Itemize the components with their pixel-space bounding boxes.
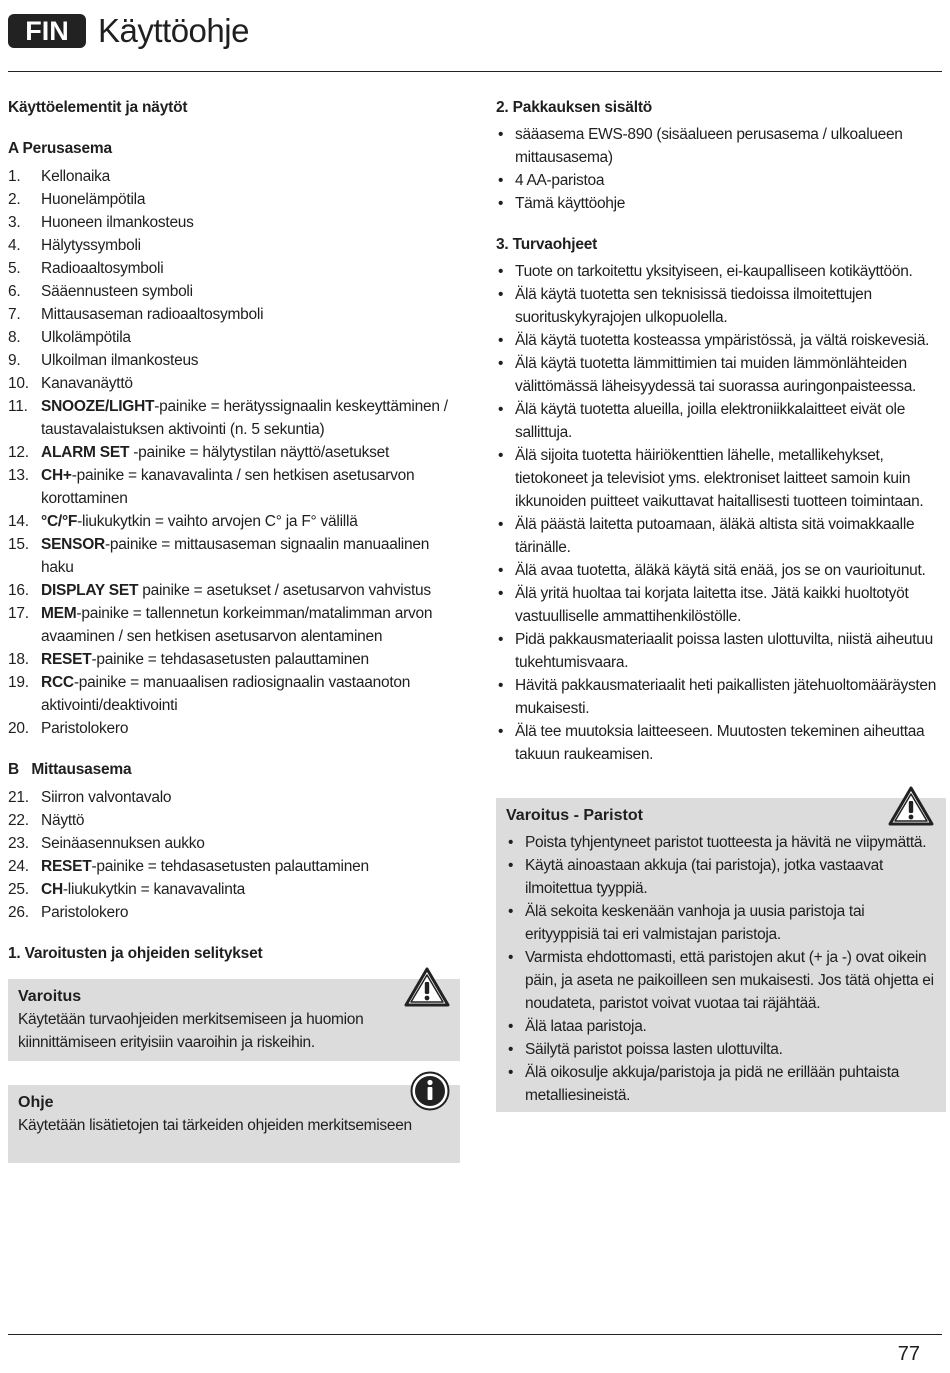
list-item: 14. °C/°F-liukukytkin = vaihto arvojen C° ja F° välillä [8,513,358,530]
list-item: • Älä sijoita tuotetta häiriökenttien lähelle, metallikehykset, tietokoneet ja televisiot yms. elektroniset laitteet samoin kuin ikkunoiden puitteet vaikuttavat haitallisesti tuotteen toimintaan. [496,444,946,513]
list-item: • sääasema EWS-890 (sisäalueen perusasema / ulkoalueen mittausasema) [496,123,946,169]
section-b-heading: B Mittausasema [8,761,132,778]
list-item: 7. Mittausaseman radioaaltosymboli [8,306,264,323]
safety-list [496,260,946,766]
battery-warning-box [496,798,946,1112]
note-box [8,1085,460,1163]
section-3-heading: 3. Turvaohjeet [496,236,598,253]
list-item: 6. Sääennusteen symboli [8,283,193,300]
battery-warning-title: Varoitus - Paristot [506,807,643,824]
list-item: • Älä oikosulje akkuja/paristoja ja pidä ne erillään puhtaista metalliesineistä. [506,1061,936,1107]
list-item: 1. Kellonaika [8,168,111,185]
list-item: • Tämä käyttöohje [496,192,946,215]
info-circle-icon [410,1071,450,1111]
list-item: 2. Huonelämpötila [8,191,146,208]
header-divider [8,71,942,72]
list-item: • Varmista ehdottomasti, että paristojen akut (+ ja -) ovat oikein päin, ja aseta ne paikoilleen sen mukaisesti. Jos tätä ohjetta ei noudateta, paristot voivat vuotaa tai räjähtää. [506,946,936,1015]
section-1-heading: 1. Varoitusten ja ohjeiden selitykset [8,945,263,962]
list-a [8,165,460,740]
list-item: 13. CH+-painike = kanavavalinta / sen hetkisen asetusarvon korottaminen [8,467,415,507]
list-item: • Hävitä pakkausmateriaalit heti paikallisten jätehuoltomääräysten mukaisesti. [496,674,946,720]
list-item: 5. Radioaaltosymboli [8,260,164,277]
warning-triangle-icon [404,967,450,1007]
list-item: • Älä sekoita keskenään vanhoja ja uusia paristoja tai erityyppisiä tai eri valmistajan paristoja. [506,900,936,946]
list-item: • Älä käytä tuotetta lämmittimien tai muiden lämmönlähteiden välittömässä läheisyydessä tai suorassa auringonpaisteessa. [496,352,946,398]
warning-triangle-icon [888,786,934,826]
list-item: 12. ALARM SET -painike = hälytystilan näyttö/asetukset [8,444,390,461]
list-item: • 4 AA-paristoa [496,169,946,192]
list-item: • Poista tyhjentyneet paristot tuotteesta ja hävitä ne viipymättä. [506,831,936,854]
list-item: 22. Näyttö [8,812,85,829]
list-item: 3. Huoneen ilmankosteus [8,214,194,231]
list-item: 16. DISPLAY SET painike = asetukset / asetusarvon vahvistus [8,582,431,599]
note-box-text: Käytetään lisätietojen tai tärkeiden ohjeiden merkitsemiseen [18,1117,412,1134]
list-item: 26. Paristolokero [8,904,129,921]
left-column [8,96,460,1163]
list-item: • Säilytä paristot poissa lasten ulottuvilta. [506,1038,936,1061]
warning-box-title: Varoitus [18,988,82,1005]
list-item: • Pidä pakkausmateriaalit poissa lasten ulottuvilta, niistä aiheutuu tukehtumisvaara. [496,628,946,674]
footer-divider [8,1334,942,1335]
list-item: 9. Ulkoilman ilmankosteus [8,352,199,369]
list-item: 21. Siirron valvontavalo [8,789,172,806]
controls-heading: Käyttöelementit ja näytöt [8,99,188,116]
list-item: • Käytä ainoastaan akkuja (tai paristoja), jotka vastaavat ilmoitettua tyyppiä. [506,854,936,900]
list-item: 10. Kanavanäyttö [8,375,133,392]
list-item: • Älä päästä laitetta putoamaan, äläkä altista sitä voimakkaalle tärinälle. [496,513,946,559]
list-item: • Tuote on tarkoitettu yksityiseen, ei-kaupalliseen kotikäyttöön. [496,260,946,283]
list-item: 8. Ulkolämpötila [8,329,131,346]
list-item: 4. Hälytyssymboli [8,237,141,254]
list-item: 23. Seinäasennuksen aukko [8,835,205,852]
right-column [496,96,946,1112]
list-item: • Älä käytä tuotetta sen teknisissä tiedoissa ilmoitettujen suorituskykyrajojen ulkopuolella. [496,283,946,329]
list-b [8,786,460,924]
list-item: • Älä käytä tuotetta kosteassa ympäristössä, ja vältä roiskevesiä. [496,329,946,352]
list-item: • Älä tee muutoksia laitteeseen. Muutosten tekeminen aiheuttaa takuun raukeamisen. [496,720,946,766]
list-item: • Älä avaa tuotetta, äläkä käytä sitä enää, jos se on vaurioitunut. [496,559,946,582]
language-badge: FIN [8,14,86,48]
list-item: 19. RCC-painike = manuaalisen radiosignaalin vastaanoton aktivointi/deaktivointi [8,674,411,714]
warning-box-text: Käytetään turvaohjeiden merkitsemiseen ja huomion kiinnittämiseen erityisiin vaaroihin ja riskeihin. [18,1011,364,1051]
section-a-heading: A Perusasema [8,140,112,157]
list-item: 25. CH-liukukytkin = kanavavalinta [8,881,246,898]
page-number: 77 [897,1343,920,1365]
list-item: 17. MEM-painike = tallennetun korkeimman/matalimman arvon avaaminen / sen hetkisen asetusarvon alentaminen [8,605,433,645]
section-2-heading: 2. Pakkauksen sisältö [496,99,653,116]
list-item: 11. SNOOZE/LIGHT-painike = herätyssignaalin keskeyttäminen / taustavalaistuksen aktivointi (n. 5 sekuntia) [8,398,448,438]
note-box-title: Ohje [18,1094,54,1111]
warning-box [8,979,460,1061]
list-item: 18. RESET-painike = tehdasasetusten palauttaminen [8,651,369,668]
list-item: • Älä yritä huoltaa tai korjata laitetta itse. Jätä kaikki huoltotyöt vastuulliselle ammattihenkilöstölle. [496,582,946,628]
list-item: 24. RESET-painike = tehdasasetusten palauttaminen [8,858,369,875]
list-item: • Älä käytä tuotetta alueilla, joilla elektroniikkalaitteet eivät ole sallittuja. [496,398,946,444]
list-item: 15. SENSOR-painike = mittausaseman signaalin manuaalinen haku [8,536,430,576]
package-contents-list [496,123,946,215]
page-title: Käyttöohje [98,12,249,49]
battery-warning-list [506,831,936,1107]
list-item: • Älä lataa paristoja. [506,1015,936,1038]
list-item: 20. Paristolokero [8,720,129,737]
